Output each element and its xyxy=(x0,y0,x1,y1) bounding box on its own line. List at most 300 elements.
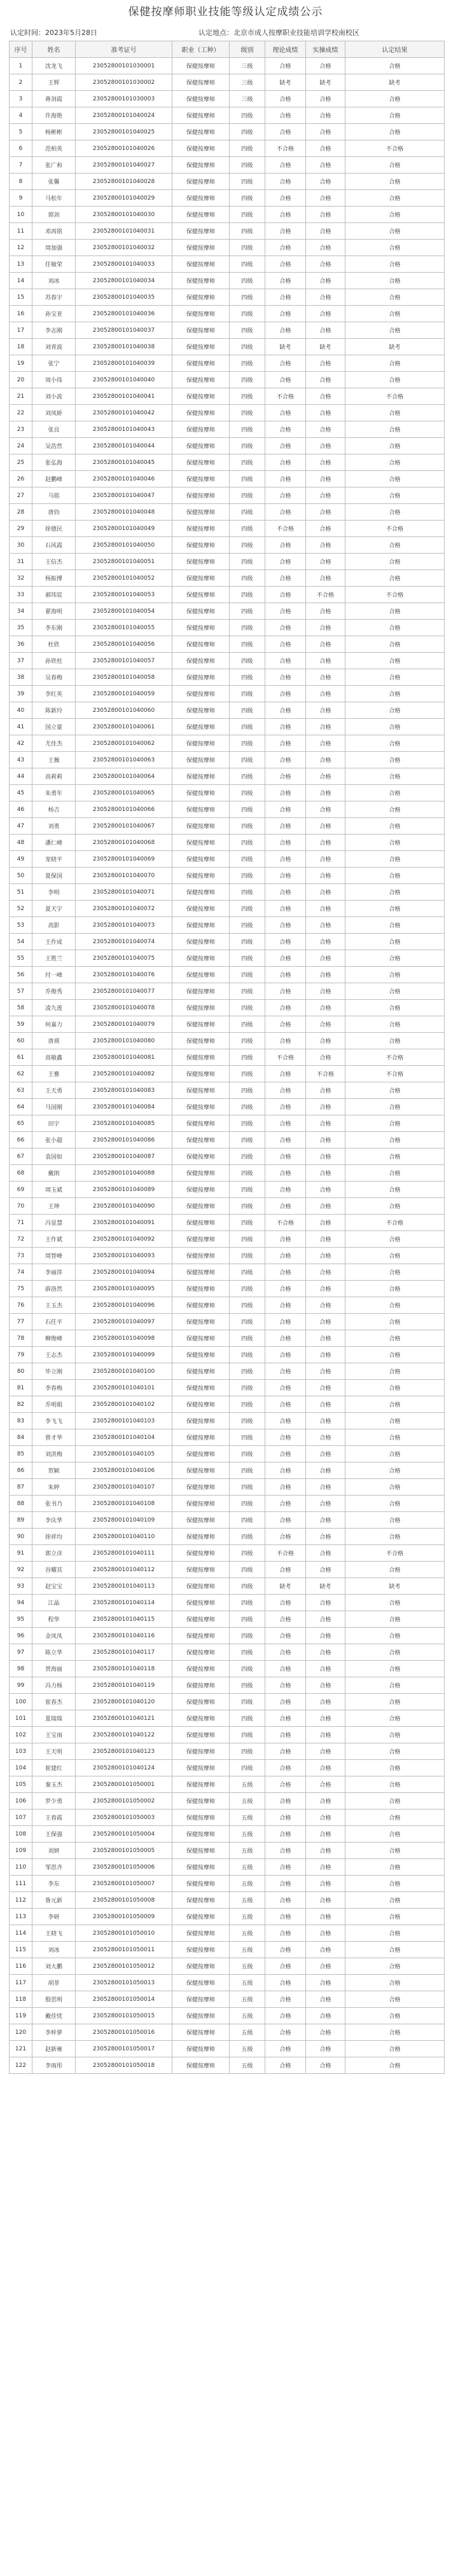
cell-ticket: 23052800101050017 xyxy=(76,2041,172,2057)
cell-practical: 合格 xyxy=(306,1892,345,1909)
cell-theory: 合格 xyxy=(265,835,306,851)
cell-level: 四级 xyxy=(230,1429,265,1446)
cell-ticket: 23052800101040063 xyxy=(76,752,172,768)
table-header-row xyxy=(10,41,445,58)
cell-level: 四级 xyxy=(230,884,265,901)
cell-ticket: 23052800101040026 xyxy=(76,140,172,157)
cell-seq: 79 xyxy=(10,1347,32,1363)
table-row xyxy=(10,1859,445,1876)
cell-name: 赵新雍 xyxy=(32,2041,76,2057)
cell-seq: 70 xyxy=(10,1198,32,1215)
cell-ticket: 23052800101040036 xyxy=(76,306,172,322)
cell-practical: 合格 xyxy=(306,702,345,719)
table-row xyxy=(10,818,445,835)
cell-theory: 合格 xyxy=(265,157,306,174)
cell-name: 冯力杨 xyxy=(32,1677,76,1694)
cell-practical: 合格 xyxy=(306,1859,345,1876)
table-row xyxy=(10,1462,445,1479)
cell-ticket: 23052800101040116 xyxy=(76,1628,172,1644)
cell-occupation: 保健按摩师 xyxy=(172,1033,230,1049)
cell-name: 李丽萍 xyxy=(32,1264,76,1281)
cell-occupation: 保健按摩师 xyxy=(172,1545,230,1562)
cell-occupation: 保健按摩师 xyxy=(172,636,230,653)
cell-result: 合格 xyxy=(345,1496,445,1512)
cell-result: 合格 xyxy=(345,868,445,884)
cell-occupation: 保健按摩师 xyxy=(172,950,230,967)
col-header-occupation: 职业（工种） xyxy=(172,41,230,58)
cell-seq: 76 xyxy=(10,1297,32,1314)
cell-result: 合格 xyxy=(345,289,445,306)
table-row xyxy=(10,901,445,917)
cell-level: 四级 xyxy=(230,124,265,140)
cell-ticket: 23052800101040086 xyxy=(76,1132,172,1148)
cell-theory: 合格 xyxy=(265,1446,306,1462)
cell-level: 四级 xyxy=(230,1231,265,1248)
cell-name: 王薇 xyxy=(32,752,76,768)
cell-level: 四级 xyxy=(230,1330,265,1347)
cell-ticket: 23052800101050009 xyxy=(76,1909,172,1925)
cell-theory: 合格 xyxy=(265,554,306,570)
cell-result: 合格 xyxy=(345,1628,445,1644)
cell-level: 四级 xyxy=(230,1413,265,1429)
cell-level: 四级 xyxy=(230,1661,265,1677)
cell-name: 王春霞 xyxy=(32,1809,76,1826)
cell-theory: 合格 xyxy=(265,306,306,322)
table-row xyxy=(10,91,445,107)
table-row xyxy=(10,884,445,901)
cell-ticket: 23052800101040047 xyxy=(76,487,172,504)
cell-theory: 合格 xyxy=(265,901,306,917)
cell-occupation: 保健按摩师 xyxy=(172,1512,230,1529)
cell-level: 四级 xyxy=(230,223,265,240)
cell-theory: 合格 xyxy=(265,91,306,107)
cell-seq: 32 xyxy=(10,570,32,587)
table-row xyxy=(10,1529,445,1545)
cell-result: 合格 xyxy=(345,190,445,207)
table-row xyxy=(10,1264,445,1281)
cell-seq: 103 xyxy=(10,1743,32,1760)
cell-result: 合格 xyxy=(345,2024,445,2041)
cell-seq: 94 xyxy=(10,1595,32,1611)
table-row xyxy=(10,603,445,620)
cell-theory: 合格 xyxy=(265,1843,306,1859)
cell-result: 合格 xyxy=(345,1892,445,1909)
cell-ticket: 23052800101040034 xyxy=(76,273,172,289)
cell-practical: 合格 xyxy=(306,438,345,454)
cell-name: 江晶 xyxy=(32,1595,76,1611)
cell-seq: 11 xyxy=(10,223,32,240)
cell-occupation: 保健按摩师 xyxy=(172,1099,230,1115)
cell-occupation: 保健按摩师 xyxy=(172,587,230,603)
cell-ticket: 23052800101040093 xyxy=(76,1248,172,1264)
cell-result: 合格 xyxy=(345,1512,445,1529)
cell-seq: 115 xyxy=(10,1942,32,1958)
cell-result: 不合格 xyxy=(345,1049,445,1066)
cell-practical: 合格 xyxy=(306,174,345,190)
cell-practical: 合格 xyxy=(306,801,345,818)
cell-ticket: 23052800101050006 xyxy=(76,1859,172,1876)
cell-result: 合格 xyxy=(345,1099,445,1115)
cell-ticket: 23052800101040044 xyxy=(76,438,172,454)
cell-theory: 缺考 xyxy=(265,339,306,355)
cell-result: 合格 xyxy=(345,719,445,735)
cell-name: 袁国如 xyxy=(32,1148,76,1165)
cell-practical: 合格 xyxy=(306,322,345,339)
cell-occupation: 保健按摩师 xyxy=(172,1314,230,1330)
cell-name: 孙宝亚 xyxy=(32,306,76,322)
cell-result: 合格 xyxy=(345,636,445,653)
cell-ticket: 23052800101040045 xyxy=(76,454,172,471)
table-row xyxy=(10,1876,445,1892)
cell-name: 石风霞 xyxy=(32,537,76,554)
cell-ticket: 23052800101040056 xyxy=(76,636,172,653)
table-row xyxy=(10,1562,445,1578)
cell-theory: 合格 xyxy=(265,967,306,983)
cell-name: 杨吉 xyxy=(32,801,76,818)
cell-ticket: 23052800101040094 xyxy=(76,1264,172,1281)
cell-practical: 合格 xyxy=(306,1545,345,1562)
page-title: 保健按摩师职业技能等级认定成绩公示 xyxy=(128,6,323,18)
cell-ticket: 23052800101040092 xyxy=(76,1231,172,1248)
cell-practical: 合格 xyxy=(306,934,345,950)
cell-name: 凌九莲 xyxy=(32,1000,76,1016)
cell-seq: 58 xyxy=(10,1000,32,1016)
cell-ticket: 23052800101050014 xyxy=(76,1991,172,2008)
cell-theory: 合格 xyxy=(265,240,306,256)
table-row xyxy=(10,1545,445,1562)
cell-theory: 合格 xyxy=(265,421,306,438)
cell-level: 四级 xyxy=(230,322,265,339)
cell-level: 四级 xyxy=(230,273,265,289)
cell-theory: 合格 xyxy=(265,1793,306,1809)
cell-practical: 合格 xyxy=(306,2008,345,2024)
cell-seq: 120 xyxy=(10,2024,32,2041)
cell-practical: 合格 xyxy=(306,1182,345,1198)
cell-theory: 合格 xyxy=(265,1876,306,1892)
cell-ticket: 23052800101040089 xyxy=(76,1182,172,1198)
cell-ticket: 23052800101040061 xyxy=(76,719,172,735)
cell-name: 夏保国 xyxy=(32,868,76,884)
cell-result: 合格 xyxy=(345,983,445,1000)
cell-name: 唐钧 xyxy=(32,504,76,521)
cell-theory: 合格 xyxy=(265,1281,306,1297)
cell-result: 不合格 xyxy=(345,388,445,405)
table-row xyxy=(10,1727,445,1743)
table-row xyxy=(10,950,445,967)
cell-practical: 合格 xyxy=(306,1644,345,1661)
cell-level: 四级 xyxy=(230,636,265,653)
cell-seq: 110 xyxy=(10,1859,32,1876)
cell-occupation: 保健按摩师 xyxy=(172,1182,230,1198)
cell-seq: 96 xyxy=(10,1628,32,1644)
cell-seq: 73 xyxy=(10,1248,32,1264)
cell-practical: 合格 xyxy=(306,1975,345,1991)
col-header-practical: 实操成绩 xyxy=(306,41,345,58)
cell-seq: 38 xyxy=(10,669,32,686)
cell-result: 合格 xyxy=(345,603,445,620)
cell-result: 合格 xyxy=(345,1595,445,1611)
table-row xyxy=(10,1182,445,1198)
cell-ticket: 23052800101040038 xyxy=(76,339,172,355)
cell-occupation: 保健按摩师 xyxy=(172,2008,230,2024)
cell-name: 张小超 xyxy=(32,1132,76,1148)
cell-result: 合格 xyxy=(345,554,445,570)
cell-result: 合格 xyxy=(345,1380,445,1396)
cell-name: 马国刚 xyxy=(32,1099,76,1115)
cell-name: 马松年 xyxy=(32,190,76,207)
cell-result: 合格 xyxy=(345,454,445,471)
cell-occupation: 保健按摩师 xyxy=(172,471,230,487)
cell-seq: 1 xyxy=(10,58,32,74)
cell-level: 四级 xyxy=(230,901,265,917)
table-row xyxy=(10,2041,445,2057)
table-row xyxy=(10,405,445,421)
cell-level: 四级 xyxy=(230,686,265,702)
cell-occupation: 保健按摩师 xyxy=(172,1809,230,1826)
cell-theory: 不合格 xyxy=(265,521,306,537)
cell-name: 张弘海 xyxy=(32,454,76,471)
cell-seq: 10 xyxy=(10,207,32,223)
cell-level: 四级 xyxy=(230,438,265,454)
cell-level: 四级 xyxy=(230,1198,265,1215)
table-row xyxy=(10,471,445,487)
cell-seq: 37 xyxy=(10,653,32,669)
cell-ticket: 23052800101040042 xyxy=(76,405,172,421)
cell-seq: 40 xyxy=(10,702,32,719)
cell-name: 刘小波 xyxy=(32,388,76,405)
cell-ticket: 23052800101040027 xyxy=(76,157,172,174)
cell-theory: 合格 xyxy=(265,1611,306,1628)
cell-practical: 合格 xyxy=(306,1347,345,1363)
cell-ticket: 23052800101040079 xyxy=(76,1016,172,1033)
cell-ticket: 23052800101040106 xyxy=(76,1462,172,1479)
cell-seq: 62 xyxy=(10,1066,32,1082)
cell-occupation: 保健按摩师 xyxy=(172,1049,230,1066)
cell-occupation: 保健按摩师 xyxy=(172,537,230,554)
cell-ticket: 23052800101040039 xyxy=(76,355,172,372)
cell-occupation: 保健按摩师 xyxy=(172,785,230,801)
cell-occupation: 保健按摩师 xyxy=(172,438,230,454)
cell-name: 赵鹏峰 xyxy=(32,471,76,487)
cell-name: 刘勇 xyxy=(32,818,76,835)
cell-result: 合格 xyxy=(345,901,445,917)
table-row xyxy=(10,686,445,702)
table-row xyxy=(10,570,445,587)
cell-level: 四级 xyxy=(230,1082,265,1099)
cell-seq: 30 xyxy=(10,537,32,554)
cell-theory: 合格 xyxy=(265,719,306,735)
cell-ticket: 23052800101040028 xyxy=(76,174,172,190)
cell-seq: 81 xyxy=(10,1380,32,1396)
cell-level: 四级 xyxy=(230,1165,265,1182)
cell-level: 四级 xyxy=(230,653,265,669)
cell-occupation: 保健按摩师 xyxy=(172,1975,230,1991)
cell-result: 合格 xyxy=(345,91,445,107)
cell-seq: 47 xyxy=(10,818,32,835)
cell-practical: 合格 xyxy=(306,901,345,917)
cell-name: 翟海明 xyxy=(32,603,76,620)
col-header-seq: 序号 xyxy=(10,41,32,58)
cell-ticket: 23052800101040107 xyxy=(76,1479,172,1496)
cell-occupation: 保健按摩师 xyxy=(172,1496,230,1512)
cell-theory: 合格 xyxy=(265,669,306,686)
cell-practical: 合格 xyxy=(306,355,345,372)
table-row xyxy=(10,1000,445,1016)
cell-seq: 69 xyxy=(10,1182,32,1198)
cell-seq: 46 xyxy=(10,801,32,818)
cell-practical: 合格 xyxy=(306,1082,345,1099)
cell-seq: 14 xyxy=(10,273,32,289)
cell-practical: 合格 xyxy=(306,1727,345,1743)
cell-practical: 合格 xyxy=(306,1694,345,1710)
cell-practical: 合格 xyxy=(306,405,345,421)
table-row xyxy=(10,554,445,570)
cell-practical: 合格 xyxy=(306,157,345,174)
table-row xyxy=(10,58,445,74)
cell-theory: 合格 xyxy=(265,1859,306,1876)
cell-theory: 合格 xyxy=(265,1727,306,1743)
cell-level: 四级 xyxy=(230,835,265,851)
cell-seq: 45 xyxy=(10,785,32,801)
cell-seq: 66 xyxy=(10,1132,32,1148)
cell-seq: 91 xyxy=(10,1545,32,1562)
cell-occupation: 保健按摩师 xyxy=(172,1661,230,1677)
cell-ticket: 23052800101040121 xyxy=(76,1710,172,1727)
cell-occupation: 保健按摩师 xyxy=(172,1347,230,1363)
cell-level: 四级 xyxy=(230,554,265,570)
cell-name: 王保强 xyxy=(32,1826,76,1843)
cell-practical: 合格 xyxy=(306,1148,345,1165)
cell-name: 刘洪梅 xyxy=(32,1446,76,1462)
cell-theory: 合格 xyxy=(265,620,306,636)
cell-occupation: 保健按摩师 xyxy=(172,1677,230,1694)
table-row xyxy=(10,967,445,983)
cell-name: 孙铁柱 xyxy=(32,653,76,669)
cell-result: 合格 xyxy=(345,702,445,719)
cell-occupation: 保健按摩师 xyxy=(172,207,230,223)
table-row xyxy=(10,1958,445,1975)
cell-ticket: 23052800101040049 xyxy=(76,521,172,537)
cell-ticket: 23052800101040046 xyxy=(76,471,172,487)
cell-theory: 合格 xyxy=(265,768,306,785)
cell-ticket: 23052800101040054 xyxy=(76,603,172,620)
cell-result: 合格 xyxy=(345,686,445,702)
cell-level: 四级 xyxy=(230,1000,265,1016)
cell-level: 四级 xyxy=(230,1016,265,1033)
cell-theory: 合格 xyxy=(265,1347,306,1363)
cell-theory: 合格 xyxy=(265,1314,306,1330)
table-row xyxy=(10,1628,445,1644)
cell-level: 四级 xyxy=(230,1099,265,1115)
cell-seq: 86 xyxy=(10,1462,32,1479)
cell-occupation: 保健按摩师 xyxy=(172,851,230,868)
cell-level: 四级 xyxy=(230,1462,265,1479)
cell-occupation: 保健按摩师 xyxy=(172,1363,230,1380)
cell-level: 四级 xyxy=(230,1628,265,1644)
cell-practical: 合格 xyxy=(306,1198,345,1215)
cell-result: 合格 xyxy=(345,1264,445,1281)
cell-level: 四级 xyxy=(230,1248,265,1264)
cell-name: 宠晓平 xyxy=(32,851,76,868)
cell-seq: 105 xyxy=(10,1776,32,1793)
table-row xyxy=(10,190,445,207)
cell-seq: 107 xyxy=(10,1809,32,1826)
cell-level: 五级 xyxy=(230,1843,265,1859)
cell-theory: 合格 xyxy=(265,868,306,884)
cell-practical: 合格 xyxy=(306,636,345,653)
cell-theory: 合格 xyxy=(265,1694,306,1710)
cell-seq: 92 xyxy=(10,1562,32,1578)
cell-level: 五级 xyxy=(230,2041,265,2057)
cell-theory: 合格 xyxy=(265,752,306,768)
cell-name: 柳俊峰 xyxy=(32,1330,76,1347)
cell-level: 四级 xyxy=(230,107,265,124)
cell-occupation: 保健按摩师 xyxy=(172,554,230,570)
cell-occupation: 保健按摩师 xyxy=(172,1562,230,1578)
cell-practical: 合格 xyxy=(306,1611,345,1628)
cell-level: 四级 xyxy=(230,570,265,587)
cell-name: 薛洛然 xyxy=(32,1281,76,1297)
cell-ticket: 23052800101040108 xyxy=(76,1496,172,1512)
cell-seq: 20 xyxy=(10,372,32,388)
cell-practical: 合格 xyxy=(306,124,345,140)
cell-result: 合格 xyxy=(345,1809,445,1826)
cell-ticket: 23052800101040074 xyxy=(76,934,172,950)
cell-theory: 合格 xyxy=(265,471,306,487)
cell-theory: 合格 xyxy=(265,1975,306,1991)
cell-level: 四级 xyxy=(230,521,265,537)
cell-level: 四级 xyxy=(230,140,265,157)
cell-theory: 不合格 xyxy=(265,140,306,157)
cell-ticket: 23052800101040103 xyxy=(76,1413,172,1429)
cell-level: 四级 xyxy=(230,1545,265,1562)
cell-practical: 合格 xyxy=(306,669,345,686)
cell-ticket: 23052800101050018 xyxy=(76,2057,172,2074)
cell-seq: 100 xyxy=(10,1694,32,1710)
table-row xyxy=(10,1694,445,1710)
cell-occupation: 保健按摩师 xyxy=(172,884,230,901)
cell-result: 合格 xyxy=(345,471,445,487)
cell-ticket: 23052800101040031 xyxy=(76,223,172,240)
cell-name: 周小伟 xyxy=(32,372,76,388)
cell-occupation: 保健按摩师 xyxy=(172,1115,230,1132)
cell-practical: 合格 xyxy=(306,1115,345,1132)
cell-seq: 64 xyxy=(10,1099,32,1115)
cell-theory: 合格 xyxy=(265,2024,306,2041)
table-row xyxy=(10,785,445,801)
cell-seq: 8 xyxy=(10,174,32,190)
cell-level: 四级 xyxy=(230,157,265,174)
cell-practical: 合格 xyxy=(306,1281,345,1297)
cell-level: 四级 xyxy=(230,768,265,785)
cell-ticket: 23052800101040024 xyxy=(76,107,172,124)
cell-name: 张书乃 xyxy=(32,1496,76,1512)
cell-name: 程华 xyxy=(32,1611,76,1628)
cell-level: 四级 xyxy=(230,504,265,521)
cell-occupation: 保健按摩师 xyxy=(172,74,230,91)
cell-theory: 合格 xyxy=(265,1396,306,1413)
cell-occupation: 保健按摩师 xyxy=(172,1925,230,1942)
cell-seq: 25 xyxy=(10,454,32,471)
cell-practical: 合格 xyxy=(306,868,345,884)
cell-name: 范柏英 xyxy=(32,140,76,157)
cell-result: 合格 xyxy=(345,570,445,587)
cell-result: 合格 xyxy=(345,240,445,256)
cell-name: 毕立刚 xyxy=(32,1363,76,1380)
cell-occupation: 保健按摩师 xyxy=(172,669,230,686)
cell-theory: 合格 xyxy=(265,1132,306,1148)
cell-theory: 合格 xyxy=(265,983,306,1000)
